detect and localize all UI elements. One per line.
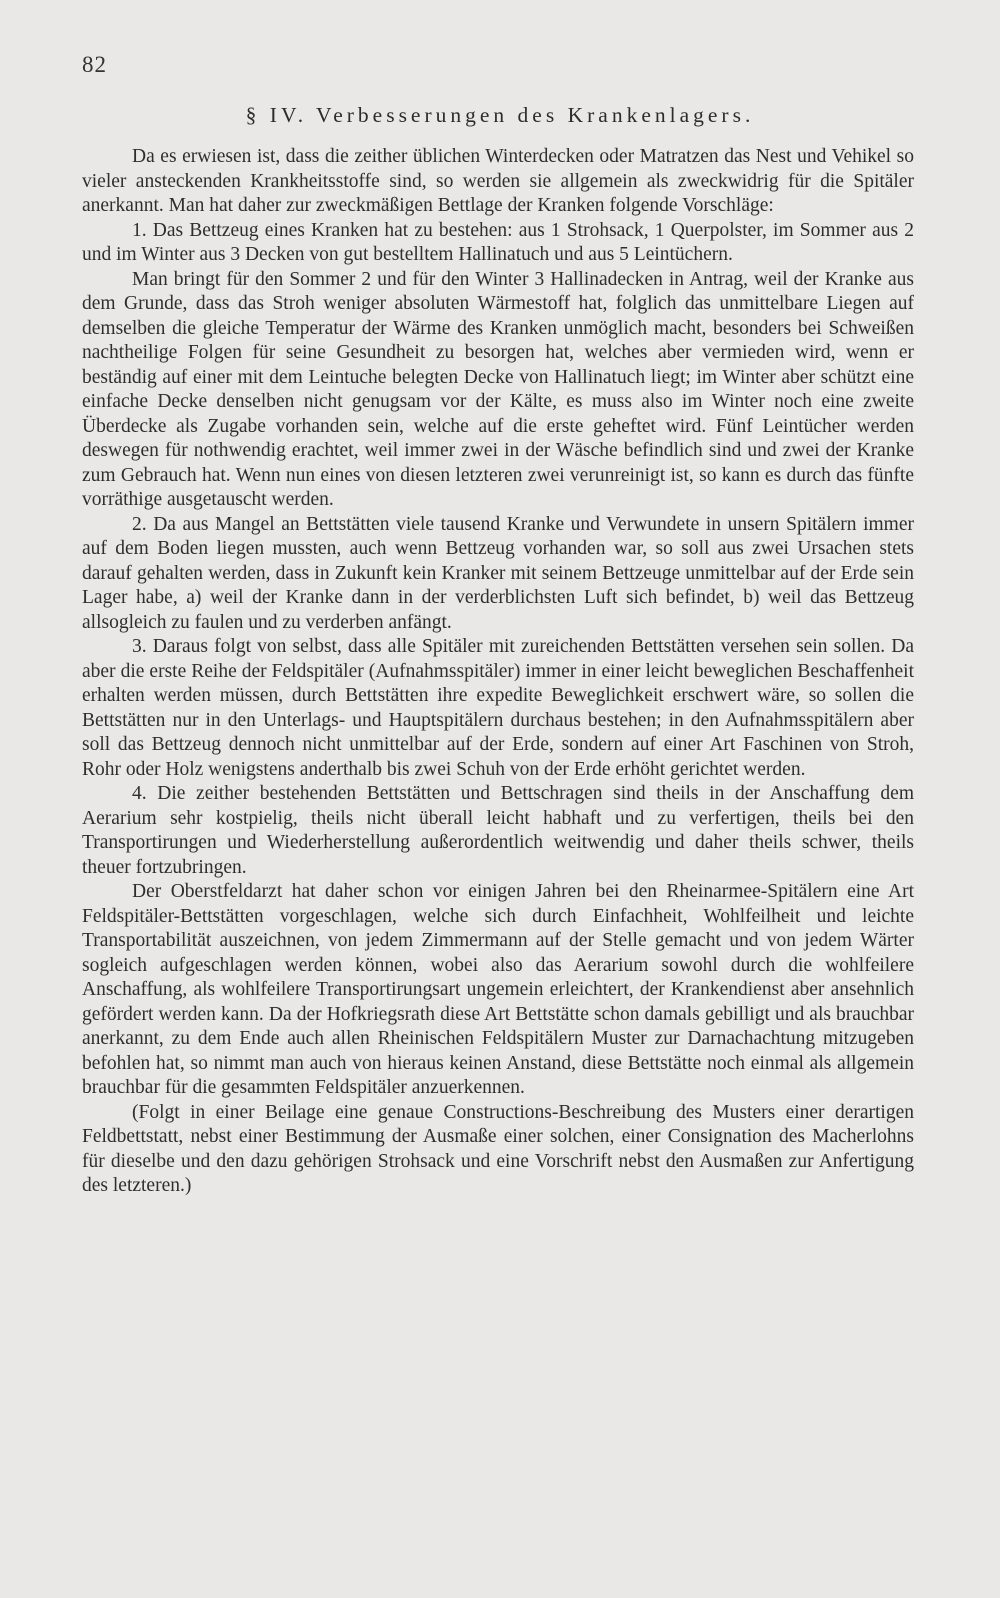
paragraph-oberstfeldarzt: Der Oberstfeldarzt hat daher schon vor einigen Jahren bei den Rheinarmee-Spitälern eine Art Feldspitäler-Bettstätten vorgeschlagen, welche sich durch Einfachheit, Wohlfeilheit und leichte Transportabilität auszeichnen, von jedem Zimmermann auf der Stelle gemacht und von jedem Wärter sogleich aufgeschlagen werden können, wobei also das Aerarium sowohl durch die wohlfeilere Anschaffung, als wohlfeilere Transportirungsart ungemein erleichtert, der Krankendienst aber ansehnlich gefördert werden kann. Da der Hofkriegsrath diese Art Bettstätte schon damals gebilligt und als brauchbar anerkannt, zu dem Ende auch allen Rheinischen Feldspitälern Muster zur Darnachachtung mitzugeben befohlen hat, so nimmt man auch von hieraus keinen Anstand, diese Bettstätte noch einmal als allgemein brauchbar für die gesammten Feldspitäler anzuerkennen.: [82, 881, 914, 1098]
paragraph-point-4: 4. Die zeither bestehenden Bettstätten und Bettschragen sind theils in der Anschaffung dem Aerarium sehr kostpielig, theils nicht überall leicht habhaft und zu verfertigen, theils bei den Transportirungen und Wiederherstellung außerordentlich weitwendig und daher theils schwer, theils theuer fortzubringen.: [82, 783, 914, 878]
paragraph-point-2: 2. Da aus Mangel an Bettstätten viele tausend Kranke und Verwundete in unsern Spitälern immer auf dem Boden liegen mussten, auch wenn Bettzeug vorhanden war, so soll aus zwei Ursachen stets darauf gehalten werden, dass in Zukunft kein Kranker mit seinem Bettzeuge unmittelbar auf der Erde sein Lager habe, a) weil der Kranke dann in der verderblichsten Luft sich befindet, b) weil das Bettzeug allsogleich zu faulen und zu verderben anfängt.: [82, 513, 914, 633]
paragraph-point-1-explanation: Man bringt für den Sommer 2 und für den Winter 3 Hallinadecken in Antrag, weil der Kranke aus dem Grunde, dass das Stroh weniger absoluten Wärmestoff hat, folglich das unmittelbare Liegen auf demselben die gleiche Temperatur der Wärme des Kranken unmöglich macht, besonders bei Schweißen nachtheilige Folgen für seine Gesundheit zu besorgen hat, welches aber vermieden wird, wenn er beständig auf einer mit dem Leintuche belegten Decke von Hallinatuch liegt; im Winter aber schützt eine einfache Decke denselben nicht genugsam vor der Kälte, es muss also im Winter noch eine zweite Überdecke als Zugabe vorhanden sein, welche auf die erste geheftet wird. Fünf Leintücher werden deswegen für nothwendig erachtet, weil immer zwei in der Wäsche befindlich sind und zwei der Kranke zum Gebrauch hat. Wenn nun eines von diesen letzteren zwei verunreinigt ist, so kann es durch das fünfte vorräthige ausgetauscht werden.: [82, 268, 914, 510]
section-heading: § IV. Verbesserungen des Krankenlagers.: [245, 103, 755, 127]
page-number: 82: [82, 52, 107, 77]
paragraph-intro: Da es erwiesen ist, dass die zeither üblichen Winterdecken oder Matratzen das Nest und Vehikel so vieler ansteckenden Krankheitsstoffe sind, so werden sie allgemein als zweckwidrig für die Spitäler anerkannt. Man hat daher zur zweckmäßigen Bettlage der Kranken folgende Vorschläge:: [82, 146, 914, 216]
paragraph-beilage-note: (Folgt in einer Beilage eine genaue Constructions-Beschreibung des Musters einer derartigen Feldbettstatt, nebst einer Bestimmung der Ausmaße einer solchen, einer Consignation des Macherlohns für dieselbe und den dazu gehörigen Strohsack und eine Vorschrift nebst den Ausmaßen zur Anfertigung des letzteren.): [82, 1101, 914, 1196]
body-text: [82, 145, 914, 1199]
paragraph-point-3: 3. Daraus folgt von selbst, dass alle Spitäler mit zureichenden Bettstätten versehen sein sollen. Da aber die erste Reihe der Feldspitäler (Aufnahmsspitäler) immer in einer leicht beweglichen Beschaffenheit erhalten werden müssen, durch Bettstätten ihre expedite Beweglichkeit erschwert wäre, so sollen die Bettstätten nur in den Unterlags- und Hauptspitälern durchaus bestehen; in den Aufnahmsspitälern aber soll das Bettzeug dennoch nicht unmittelbar auf der Erde, sondern auf einer Art Faschinen von Stroh, Rohr oder Holz wenigstens anderthalb bis zwei Schuh von der Erde erhöht gerichtet werden.: [82, 636, 914, 780]
paragraph-point-1: 1. Das Bettzeug eines Kranken hat zu bestehen: aus 1 Strohsack, 1 Querpolster, im Sommer aus 2 und im Winter aus 3 Decken von gut bestelltem Hallinatuch und aus 5 Leintüchern.: [82, 219, 914, 265]
